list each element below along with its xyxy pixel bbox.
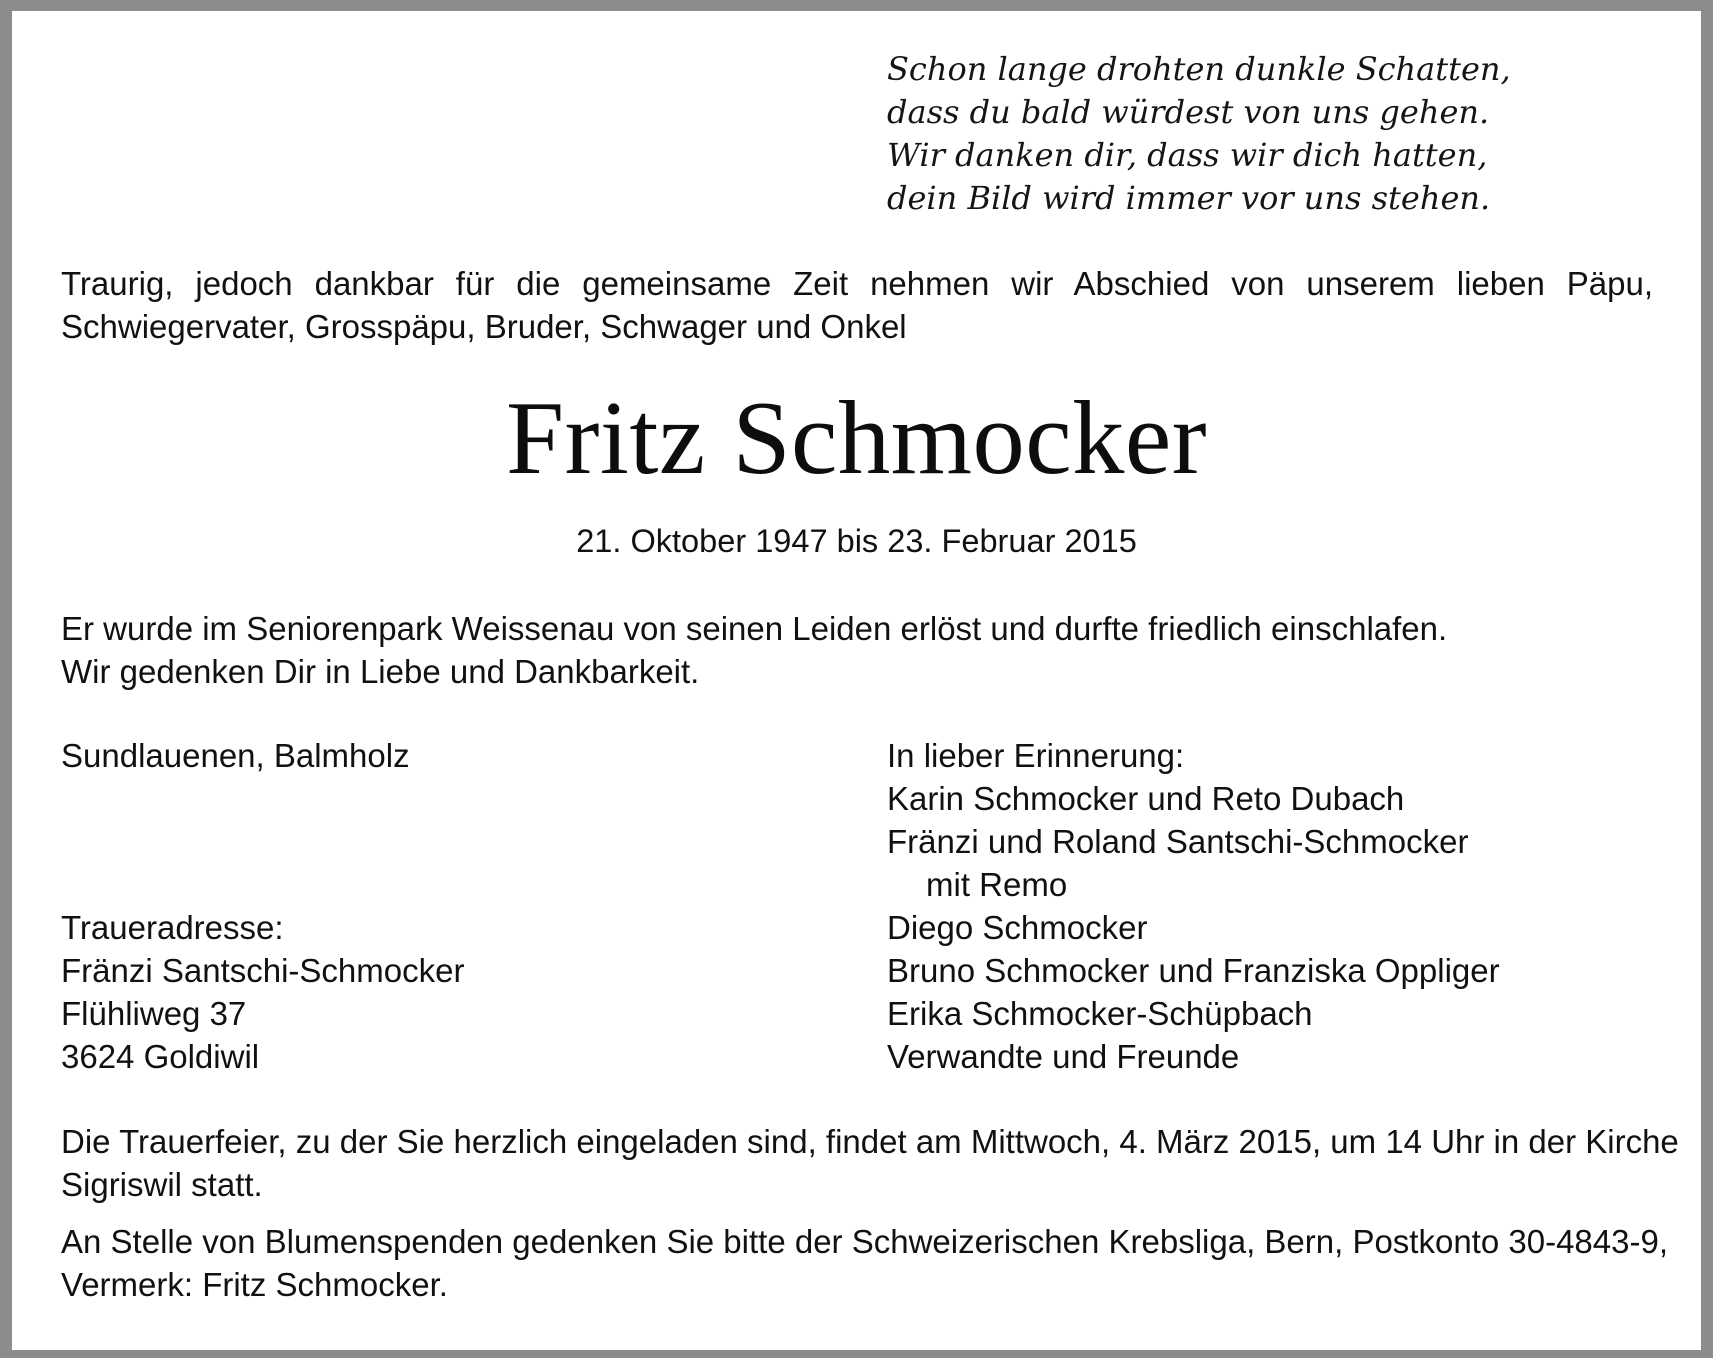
mourner-entry: mit Remo xyxy=(926,866,1068,903)
ceremony-line: Die Trauerfeier, zu der Sie herzlich eingeladen sind, findet am Mittwoch, 4. März 2015, um 14 Uhr in der Kirche xyxy=(61,1123,1679,1160)
mourner-entry: Verwandte und Freunde xyxy=(887,1038,1240,1075)
mourner-entry: Fränzi und Roland Santschi-Schmocker xyxy=(887,823,1469,860)
intro-line: Schwiegervater, Grosspäpu, Bruder, Schwager und Onkel xyxy=(61,308,907,345)
place-of-residence: Sundlauenen, Balmholz xyxy=(61,737,410,774)
mourner-entry: Bruno Schmocker und Franziska Oppliger xyxy=(887,952,1500,989)
address-city: 3624 Goldiwil xyxy=(61,1038,260,1075)
deceased-name: Fritz Schmocker xyxy=(505,380,1208,496)
address-name: Fränzi Santschi-Schmocker xyxy=(61,952,465,989)
mourner-entry: Diego Schmocker xyxy=(887,909,1148,946)
ceremony-line: Sigriswil statt. xyxy=(61,1166,263,1203)
mourning-address xyxy=(61,906,464,1078)
memorial-poem xyxy=(887,48,1511,220)
mourners-list xyxy=(887,734,1500,1078)
passing-paragraph xyxy=(61,607,1447,693)
intro-paragraph xyxy=(61,262,1653,348)
intro-line: Traurig, jedoch dankbar für die gemeinsame Zeit nehmen wir Abschied von unserem lieben Päpu, xyxy=(61,265,1653,302)
poem-line: dein Bild wird immer vor uns stehen. xyxy=(887,179,1491,217)
passing-line: Wir gedenken Dir in Liebe und Dankbarkeit. xyxy=(61,653,700,690)
donation-line: An Stelle von Blumenspenden gedenken Sie bitte der Schweizerischen Krebsliga, Bern, Postkonto 30-4843-9, xyxy=(61,1223,1668,1260)
ceremony-paragraph xyxy=(61,1120,1679,1206)
donation-line: Vermerk: Fritz Schmocker. xyxy=(61,1266,448,1303)
donation-paragraph xyxy=(61,1220,1668,1306)
life-dates: 21. Oktober 1947 bis 23. Februar 2015 xyxy=(576,523,1137,559)
mourners-heading: In lieber Erinnerung: xyxy=(887,737,1185,774)
passing-line: Er wurde im Seniorenpark Weissenau von seinen Leiden erlöst und durfte friedlich einschlafen. xyxy=(61,610,1448,647)
poem-line: Schon lange drohten dunkle Schatten, xyxy=(887,50,1511,88)
mourner-entry: Erika Schmocker-Schüpbach xyxy=(887,995,1313,1032)
mourner-entry: Karin Schmocker und Reto Dubach xyxy=(887,780,1405,817)
address-street: Flühliweg 37 xyxy=(61,995,247,1032)
address-heading: Traueradresse: xyxy=(61,909,284,946)
poem-line: dass du bald würdest von uns gehen. xyxy=(887,93,1490,131)
poem-line: Wir danken dir, dass wir dich hatten, xyxy=(887,136,1488,174)
